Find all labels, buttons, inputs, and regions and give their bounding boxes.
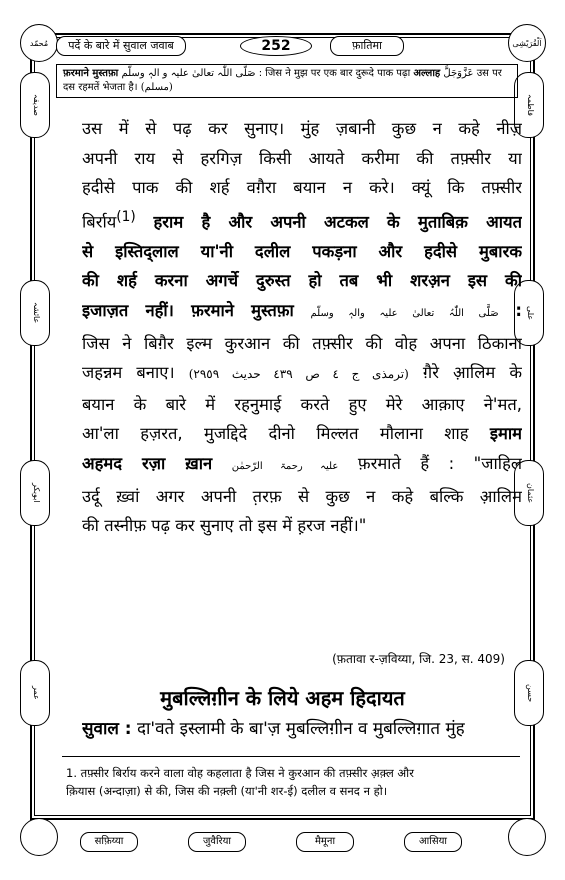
question-label: सुवाल : xyxy=(82,719,132,739)
bottom-tab-3: मैमूना xyxy=(296,832,354,852)
header-name-tab: फ़ातिमा xyxy=(330,36,404,56)
book-title: पर्दे के बारे में सुवाल जवाब xyxy=(56,36,186,56)
corner-right-text: اَلْقُرَیْشِی xyxy=(512,38,542,48)
body-line-4 xyxy=(82,203,522,237)
body-line-7b: : xyxy=(515,301,522,321)
body-line-6: की शर्ह करना अगर्चे दुरुस्त हो तब भी शरअ़न इस की xyxy=(82,271,522,291)
footnote-line-2: क़ियास (अन्दाज़ा) से की, जिस की नक़्ली (या'नी शर-ई) दलील व सनद न हो। xyxy=(66,784,388,798)
notice-salutation: صَلَّی اللّٰہ تعالیٰ علیہ و الہٖ وسلّم xyxy=(121,68,256,79)
corner-medallion-left xyxy=(20,24,58,62)
footnote xyxy=(66,764,516,800)
bottom-tab-1: सफ़िय्या xyxy=(80,832,138,852)
body-line-4b: हराम है और अपनी अटकल के मुताबिक़ आयत xyxy=(153,212,522,232)
corner-medallion-bottom-right xyxy=(508,818,546,856)
question-text: दा'वते इस्लामी के बा'ज़ मुबल्लिग़ीन व मुबल्लिग़ात मुंह xyxy=(137,719,465,739)
section-heading: मुबल्लिग़ीन के लिये अहम हिदायत xyxy=(160,686,405,710)
corner-left-text: مُحمّد xyxy=(29,38,49,48)
side-medallion-right-2: علی xyxy=(514,280,544,346)
fatawa-reference: (फ़तावा र-ज़विय्या, जि. 23, स. 409) xyxy=(332,652,505,666)
body-line-7 xyxy=(82,296,522,329)
body-line-5: से इस्तिद्लाल या'नी दलील पकड़ना और हदीसे मुबारक xyxy=(82,241,522,261)
body-line-14: की तस्नीफ़ पढ़ कर सुनाए तो इस में ह़रज नहीं।" xyxy=(82,516,367,536)
body-line-9a: जहन्नम बनाए। xyxy=(82,363,175,383)
body-line-12 xyxy=(82,449,522,482)
bottom-tab-4: आसिया xyxy=(404,832,462,852)
footnote-divider xyxy=(62,756,520,757)
side-medallion-left-3: ابوبکر xyxy=(20,460,50,526)
body-line-10: बयान के बारे में रहनुमाई करते हुए मेरे आक़ाए ने'मत, xyxy=(82,394,522,414)
side-medallion-right-3: عثمان xyxy=(514,460,544,526)
side-medallion-right-1: فاطمہ xyxy=(514,72,544,138)
notice-arabic-2: عَزَّوَجَلَّ xyxy=(443,68,474,79)
notice-text-2: उस पर दस रहमतें भेजता है। xyxy=(63,68,502,93)
side-medallion-left-4: عمر xyxy=(20,660,50,726)
body-line-12a: अहमद रज़ा ख़ान xyxy=(82,454,213,474)
footnote-marker: (1) xyxy=(116,208,136,225)
notice-allah: अल्लाह xyxy=(413,68,441,79)
notice-ref: (مسلم) xyxy=(140,82,173,93)
corner-medallion-bottom-left xyxy=(20,818,58,856)
page-number: 252 xyxy=(240,36,312,56)
body-line-8: जिस ने बिग़ैर इल्म कुरआन की तफ़्सीर की वोह अपना ठिकाना xyxy=(82,333,522,353)
body-line-11b: इमाम xyxy=(489,424,522,444)
body-line-13: उर्दू ख़्वां अगर अपनी त़रफ़ से कुछ न कहे बल्कि आ़लिम xyxy=(82,486,522,506)
side-medallion-left-1: صدیقہ xyxy=(20,72,50,138)
main-body-text xyxy=(82,114,522,541)
body-line-7-arabic: صَلَّی اللّٰہُ تعالیٰ علیہ والہٖ وسلّم xyxy=(310,308,499,320)
body-line-2: अपनी राय से हरगिज़ किसी आयते करीमा की तफ़्सीर या xyxy=(82,148,522,168)
side-medallion-right-4: حسن xyxy=(514,660,544,726)
body-line-3: हदीसे पाक की शर्ह वग़ैरा बयान न करे। क्यूं कि तफ़्सीर xyxy=(82,178,522,198)
body-line-11a: आ'ला हज़रत, मुजद्दिदे दीनो मिल्लत मौलाना शाह xyxy=(82,424,469,444)
body-line-11 xyxy=(82,419,522,449)
body-line-7a: इजाज़त नहीं। फ़रमाने मुस्तफ़ा xyxy=(82,301,294,321)
body-line-9b: ग़ैरे आ़लिम के xyxy=(422,363,522,383)
body-line-9 xyxy=(82,358,522,390)
corner-medallion-right xyxy=(508,24,546,62)
body-line-1: उस में से पढ़ कर सुनाए। मुंह ज़बानी कुछ न कहे नीज़ xyxy=(82,119,522,138)
question-line xyxy=(82,716,522,739)
body-line-9-citation: (ترمذی ج ٤ ص ٤٣٩ حدیث ٢٩٥٩) xyxy=(188,367,409,382)
side-medallion-left-2: عائشہ xyxy=(20,280,50,346)
bottom-tab-2: जुवैरिया xyxy=(188,832,246,852)
body-line-4a: बिर्राय xyxy=(82,212,117,232)
footnote-line-1: 1. तफ़्सीर बिर्राय करने वाला वोह कहलाता है जिस ने कुरआन की तफ़्सीर अ़क़्ल और xyxy=(66,766,414,780)
body-line-12b: फ़रमाते हैं : "जाहिल xyxy=(357,454,522,474)
body-line-12-arabic: علیہ رحمۃ الرّحمٰن xyxy=(231,461,339,473)
notice-label: फ़रमाने मुस्तफ़ा xyxy=(63,68,119,79)
notice-text-1: : जिस ने मुझ पर एक बार दुरूदे पाक पढ़ा xyxy=(258,68,411,79)
hadith-notice-box xyxy=(56,64,518,98)
